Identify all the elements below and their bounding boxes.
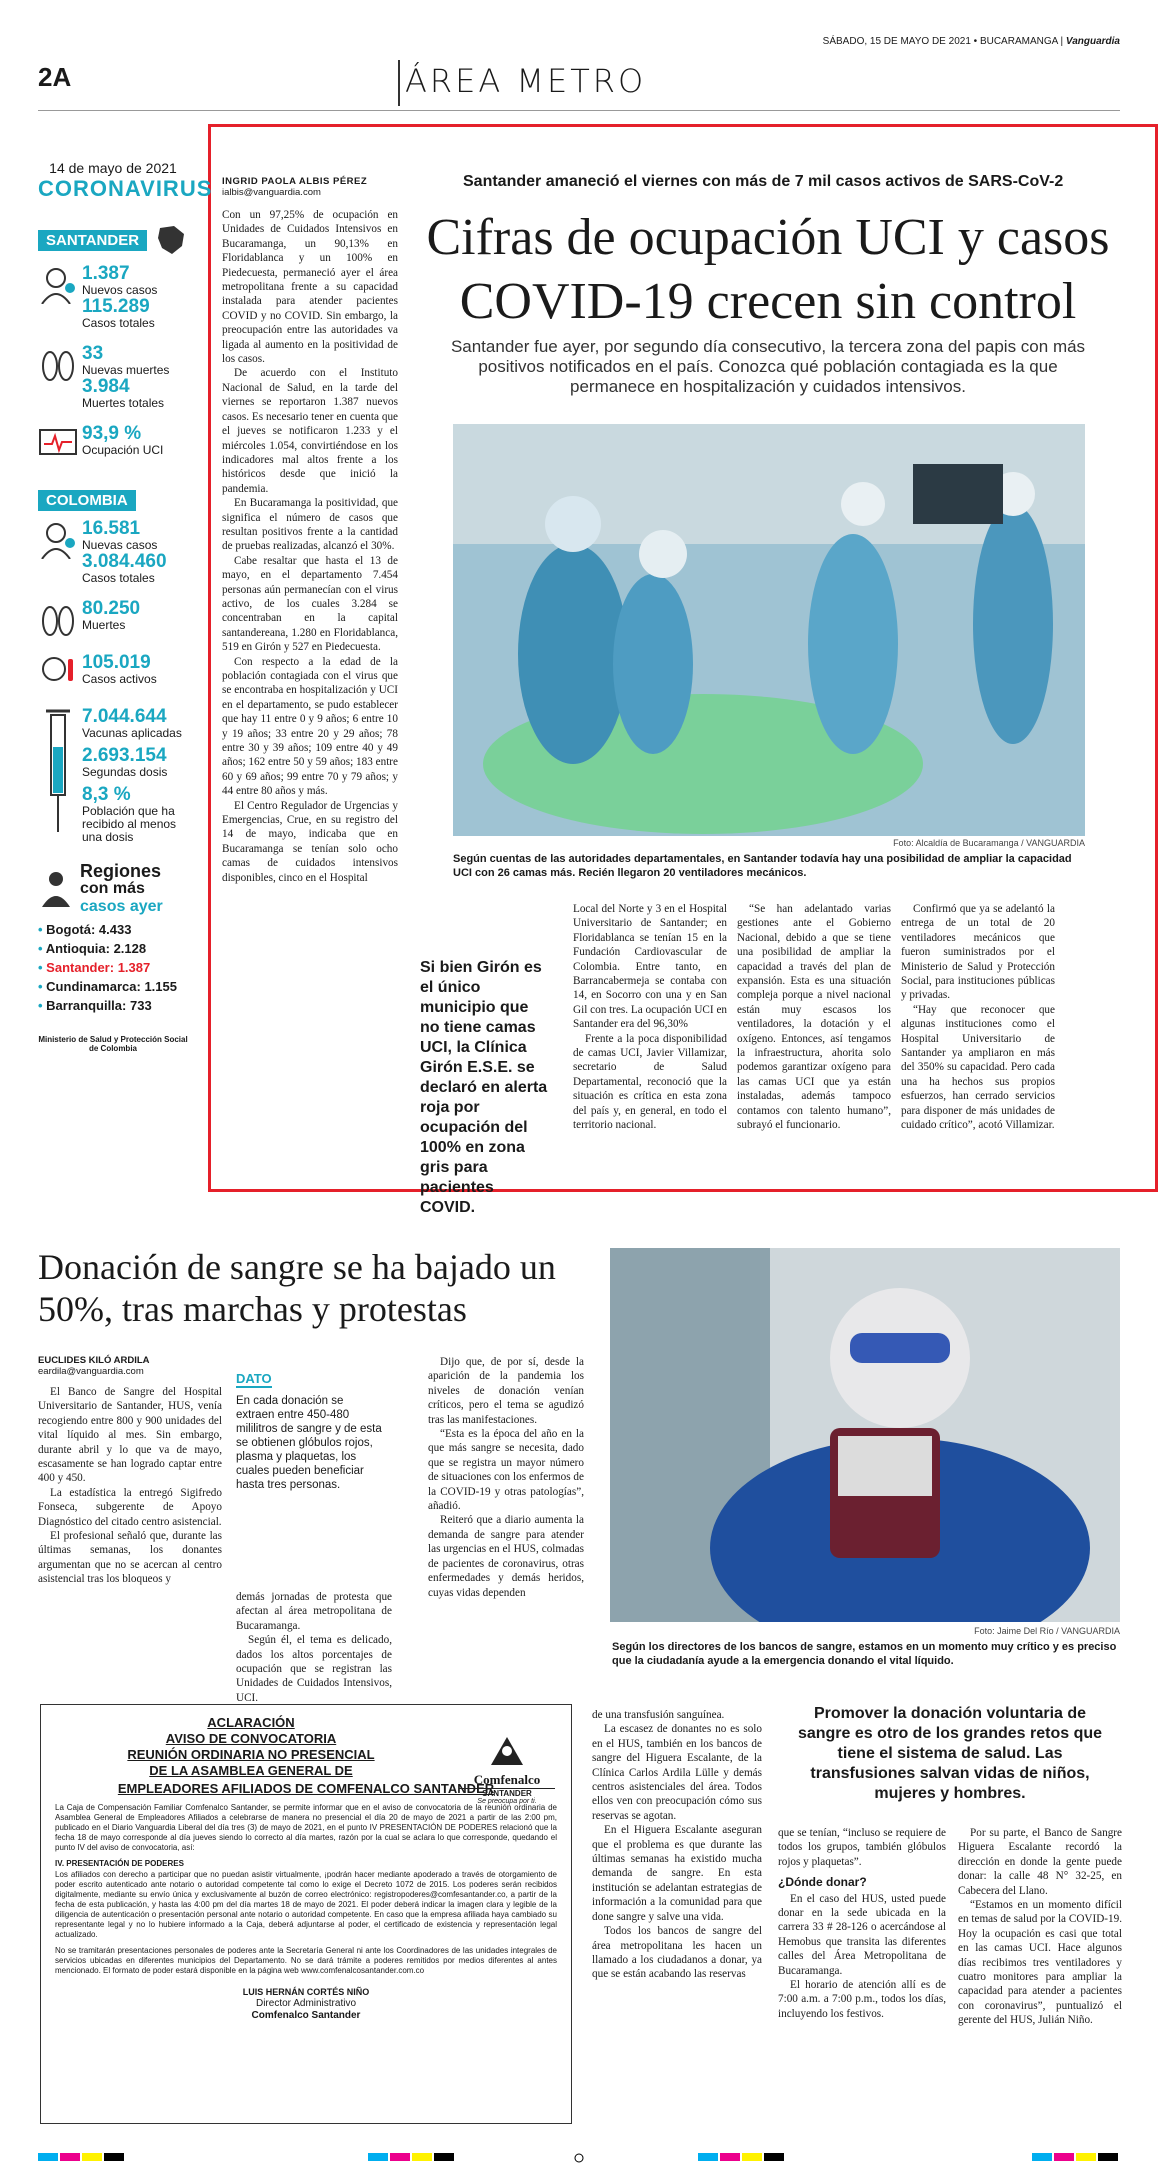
second-author: EUCLIDES KILÓ ARDILA — [38, 1355, 150, 1366]
icu-photo — [453, 424, 1085, 836]
main-pull-quote: Si bien Girón es el único municipio que no tiene camas UCI, la Clínica Girón E.S.E. se declaró en alerta roja por ocupación del 100% en zona gris para pacientes COVID. — [420, 959, 548, 1216]
monitor-icon — [38, 424, 78, 464]
santander-total-cases-value: 115.289 — [82, 296, 150, 317]
ad-signature — [55, 1986, 557, 2022]
regions-title-1: Regiones — [80, 861, 162, 881]
section-title: ÁREA METRO — [405, 62, 647, 100]
page-number: 2A — [38, 62, 72, 92]
paragraph: Dijo que, de por sí, desde la aparición de la pandemia los niveles de donación venían críticos, pero el tema se agudizó tras las manifestaciones. — [428, 1356, 584, 1426]
region-row: • Antioquia: 2.128 — [38, 941, 147, 956]
second-col-4 — [592, 1708, 762, 1982]
paragraph: Local del Norte y 3 en el Hospital Universitario de Santander; en Floridablanca se tenían 15 en la Fundación Cardiovascular de Colombia. Entre tanto, en Barrancabermeja se contaba con 14, en Socorro con una y en San Gil con tres. La ocupación UCI en Santander era del 96,30% — [573, 903, 727, 1031]
main-col-1 — [222, 208, 398, 1188]
regions-title-3: casos ayer — [80, 898, 163, 915]
stat-icu — [38, 424, 188, 464]
stat-col-active — [38, 653, 188, 693]
dato-text: En cada donación se extraen entre 450-480 mililitros de sangre y de esta se obtienen glóbulos rojos, plasma y plaquetas, los cuales pueden beneficiar hasta tres personas. — [236, 1395, 382, 1491]
colombia-total-cases-value: 3.084.460 — [82, 551, 167, 572]
second-col-1 — [38, 1385, 222, 1587]
region-row: • Barranquilla: 733 — [38, 998, 152, 1013]
main-author: INGRID PAOLA ALBIS PÉREZ — [222, 176, 368, 187]
colombia-vaccines-label: Vacunas aplicadas — [82, 726, 182, 740]
logo-tagline: Se preocupa por ti. — [477, 1798, 537, 1805]
ad-heading-2: EMPLEADORES AFILIADOS DE COMFENALCO SANTANDER — [117, 1781, 495, 1796]
thermometer-person-icon — [38, 653, 78, 693]
santander-total-deaths-label: Muertes totales — [82, 396, 165, 410]
paragraph: En Bucaramanga la positividad, que significa el número de casos que resultan positivos frente a la cantidad de pruebas realizadas, alcanzó el 30%. — [222, 497, 398, 553]
paragraph: Con respecto a la edad de la población contagiada con el virus que se encontraba en hospitalización y UCI en el departamento, se pudo establecer que hay 11 entre 0 y 9 años; 6 entre 10 y 19 años; 33 entre 20 y 29 años; 78 entre 30 y 39 años; 109 entre 40 y 49 años; 162 entre 50 y 59 años; 183 entre 60 y 69 años; 99 entre 70 y 79 años; y 44 entre 80 años y más. — [222, 655, 398, 798]
stat-new-cases — [38, 264, 188, 330]
ad-subhead: IV. PRESENTACIÓN DE PODERES — [55, 1859, 184, 1868]
paragraph: Todos los bancos de sangre del área metropolitana les hacen un llamado a los ciudadanos a donar, ya que se están acabando las reservas — [592, 1925, 762, 1981]
icu-photo-illustration — [453, 424, 1085, 836]
feet-icon — [38, 344, 78, 384]
ad-body-3: No se tramitarán presentaciones personales de poderes ante la Secretaría General ni ante los Coordinadores de las unidades integrales de servicios ubicadas en diferentes municipios del Departamento. No se dará trámite a poderes remitidos por medios diferentes al antes mencionado. El formato de poder estará disponible en la página web www.comfenalcosantander.com.co — [55, 1946, 557, 1975]
sidebar-title: CORONAVIRUS — [38, 176, 213, 201]
regions-heading — [38, 862, 188, 916]
santander-icu-label: Ocupación UCI — [82, 443, 164, 457]
brand-name: Vanguardia — [1065, 36, 1120, 47]
second-col-3 — [428, 1355, 584, 1600]
dateline-text: SÁBADO, 15 DE MAYO DE 2021 • BUCARAMANGA — [822, 36, 1058, 47]
main-photo-caption: Según cuentas de las autoridades departamentales, en Santander todavía hay una posibilidad de ampliar la capacidad UCI con 26 camas más. Recién llegaron 20 ventiladores mecánicos. — [453, 853, 1072, 879]
paragraph: Con un 97,25% de ocupación en Unidades de Cuidados Intensivos en Bucaramanga, un 90,13% en Floridablanca y un 100% en Piedecuesta, permaneció ayer el área metropolitana frente a su capacidad instalada para atender pacientes COVID y no COVID. Sin embargo, la preocupación entre las autoridades va ligada al aumento en la positividad de los casos. — [222, 209, 398, 366]
comfenalco-logo — [459, 1733, 555, 1805]
colombia-deaths-label: Muertes — [82, 618, 126, 632]
region-row-highlight: • Santander: 1.387 — [38, 960, 151, 975]
second-col-5 — [778, 1826, 946, 2021]
region-row: • Cundinamarca: 1.155 — [38, 979, 177, 994]
regions-list — [38, 922, 188, 1013]
paragraph: Confirmó que ya se adelantó la entrega de un total de 20 ventiladores mecánicos que fueron suministrados por el Ministerio de Salud y Protección Social, para instituciones públicas y privadas. — [901, 903, 1055, 1002]
main-kicker: Santander amaneció el viernes con más de 7 mil casos activos de SARS-CoV-2 — [463, 173, 1064, 190]
colombia-one-dose-value: 8,3 % — [82, 784, 131, 805]
regions-title-2: con más — [80, 880, 145, 897]
second-pull-quote: Promover la donación voluntaria de sangre es otro de los grandes retos que tiene el sistema de salud. Las transfusiones salvan vidas de niños, mujeres y hombres. — [797, 1705, 1103, 1802]
paragraph: De acuerdo con el Instituto Nacional de Salud, en la tarde del viernes se reportaron 1.387 nuevos casos. Es necesario tener en cuenta que el jueves se notificaron 1.233 y el miércoles 1.054, convirtiéndose en los indicadores mal altos frente a los históricos desde que inició la pandemia. — [222, 367, 398, 495]
stat-col-deaths — [38, 599, 188, 639]
signer-name: LUIS HERNÁN CORTÉS NIÑO — [242, 1987, 370, 1997]
sidebar-source: Ministerio de Salud y Protección Social de Colombia — [38, 1035, 188, 1053]
colombia-active-value: 105.019 — [82, 652, 151, 673]
region-label-santander: SANTANDER — [38, 230, 147, 251]
santander-total-deaths-value: 3.984 — [82, 376, 130, 397]
group-people-icon — [38, 869, 74, 909]
colombia-vaccines-value: 7.044.644 — [82, 706, 167, 727]
main-col-2 — [573, 902, 727, 1133]
logo-region: SANTANDER — [459, 1788, 555, 1798]
paragraph: La estadística la entregó Sigifredo Fonseca, subgerente de Apoyo Diagnóstico del citado centro asistencial. — [38, 1486, 222, 1528]
second-col-6 — [958, 1826, 1122, 2028]
santander-new-cases-label: Nuevos casos — [82, 283, 158, 297]
main-col-4 — [901, 902, 1055, 1133]
paragraph: Por su parte, el Banco de Sangre Higuera Escalante recordó la dirección en donde la gente puede donar: la calle 48 N° 32-25, en Cabecera del Llano. — [958, 1827, 1122, 1897]
santander-new-deaths-value: 33 — [82, 343, 104, 364]
logo-name: Comfenalco — [473, 1772, 541, 1787]
santander-icu-value: 93,9 % — [82, 423, 142, 444]
paragraph: demás jornadas de protesta que afectan al área metropolitana de Bucaramanga. — [236, 1591, 392, 1632]
paragraph: que se tenían, “incluso se requiere de todos los grupos, también glóbulos rojos y plaquetas”. — [778, 1827, 946, 1868]
blood-photo-illustration — [610, 1248, 1120, 1622]
colombia-second-doses-label: Segundas dosis — [82, 765, 168, 779]
paragraph: “Hay que reconocer que algunas instituciones como el Hospital Universitario de Santander ya ampliaron en más del 350% su capacidad. Pero cada una ha hechos sus propios esfuerzos, han cerrado servicios para disponer de más unidades de cuidado crítico”, acotó Villamizar. — [901, 1003, 1055, 1132]
paragraph: El horario de atención allí es de 7:00 a.m. a 7:00 p.m., todos los días, incluyendo los festivos. — [778, 1979, 946, 2020]
header-rule — [38, 110, 1120, 111]
signer-org: Comfenalco Santander — [251, 2010, 361, 2021]
paragraph: “Esta es la época del año en la que más sangre se necesita, dado que se registra un mayor número de situaciones con los enfermos de la COVID-19 y otras patologías”, añadió. — [428, 1428, 584, 1513]
colombia-deaths-value: 80.250 — [82, 598, 141, 619]
dato-heading: DATO — [236, 1371, 272, 1386]
person-virus-icon — [38, 264, 78, 304]
advertisement — [40, 1704, 572, 2124]
santander-map-icon — [154, 224, 188, 256]
paragraph: “Se han adelantado varias gestiones ante el Gobierno Nacional, debido a que se tiene una posibilidad de ampliar la capacidad a través del plan de expansión. Esta es una situación compleja porque a nivel nacional están muy escasos los ventiladores, la dotación y el oxígeno. Entonces, así tengamos la infraestructura, ahorita solo podemos garantizar oxígeno para las camas UCI que ya están instaladas, además tampoco contamos con talento humano”, subrayó el funcionario. — [737, 903, 891, 1132]
second-photo-caption: Según los directores de los bancos de sangre, estamos en un momento muy crítico y es preciso que la ciudadanía ayude a la emergencia donando el vital líquido. — [612, 1641, 1117, 1667]
covid-sidebar — [38, 160, 213, 1190]
colombia-total-cases-label: Casos totales — [82, 571, 155, 585]
col5-subhead: ¿Dónde donar? — [778, 1875, 867, 1890]
ad-body-2: Los afiliados con derecho a participar que no puedan asistir virtualmente, ¡podrán hacer mediante apoderado a través de otorgamiento de poder escrito autenticado ante notario o autoridad competente tal como lo exige el Decreto 1072 de 2015. Los poderes serán recibidos digitalmente, mediante su envío única y exclusivamente al buzón de correo electrónico: registropoderes@comfesantander.co, a partir de la fecha de esta publicación, y hasta las 4:00 pm del día martes 18 de mayo de 2021. El poder deberá indicar la imagen clara y legible de la diligencia de autenticación o presentación personal ante notario o autoridad competente. En caso que la empresa afiliada haya cambiado su representante legal y no lo hubiere informado a la Caja, deberá adjuntarse al poder, el certificado de existencia y representación legal actualizado. — [55, 1870, 557, 1939]
paragraph: Cabe resaltar que hasta el 13 de mayo, en el departamento 7.454 personas aún permanecían con el virus activo, de los cuales 3.284 se concentraban en la capital santandereana, 1.280 en Floridablanca, 519 en Girón y 527 en Piedecuesta. — [222, 554, 398, 654]
feet-icon — [38, 599, 78, 639]
paragraph: En el Higuera Escalante aseguran que el problema es que durante las últimas semanas ha existido mucha demanda de sangre. En esta institución se adelantan estrategias de información a la comunidad para que done sangre y salve una vida. — [592, 1824, 762, 1923]
stat-deaths — [38, 344, 188, 410]
santander-total-cases-label: Casos totales — [82, 316, 155, 330]
colombia-second-doses-value: 2.693.154 — [82, 745, 167, 766]
main-dek: Santander fue ayer, por segundo día consecutivo, la tercera zona del papis con más positivos notificados en el país. Conozca qué población contagiada es la que permanece en hospitalización y cuidados intensivos. — [450, 337, 1086, 396]
paragraph: La escasez de donantes no es solo en el HUS, también en los bancos de sangre del Higuera Escalante, de la Clínica Carlos Ardila Lülle y demás centros asistenciales del área. Todos ellos ven con preocupación cómo sus reservas se agotan. — [592, 1723, 762, 1822]
registration-marks — [38, 2153, 1120, 2163]
main-photo-credit: Foto: Alcaldía de Bucaramanga / VANGUARDIA — [893, 838, 1085, 848]
person-virus-icon — [38, 519, 78, 559]
stat-col-cases — [38, 519, 188, 585]
main-author-email: ialbis@vanguardia.com — [222, 187, 321, 198]
colombia-new-cases-label: Nuevas casos — [82, 538, 158, 552]
ad-heading: ACLARACIÓN AVISO DE CONVOCATORIA REUNIÓN ORDINARIA NO PRESENCIAL DE LA ASAMBLEA GENERAL DE — [127, 1715, 375, 1778]
santander-new-deaths-label: Nuevas muertes — [82, 363, 170, 377]
comfenalco-logo-icon — [487, 1733, 527, 1767]
second-author-email: eardila@vanguardia.com — [38, 1366, 144, 1377]
colombia-one-dose-label: Población que ha recibido al menos una dosis — [82, 804, 177, 844]
ad-body-1: La Caja de Compensación Familiar Comfenalco Santander, se permite informar que en el aviso de convocatoria de la reunión ordinaria de Asamblea General de Empleadores Afiliados a celebrarse de manera no presencial el día 20 de mayo de 2021 a partir de las 2:00 pm, publicado en el Diario Vanguardia Liberal del día tres (3) de mayo de 2021, en el punto IV PRESENTACIÓN DE PODERES relacionó que la fecha 18 de mayo corresponde al día jueves siendo lo correcto al día martes, razón por la cual se aclara lo que corresponde, quedando el punto IV del aviso de convocatoria, así: — [55, 1803, 557, 1852]
paragraph: En el caso del HUS, usted puede donar en la sede ubicada en la carrera 33 # 28-126 o acercándose al Hemobus que transita las diferentes calles del Área Metropolitana de Bucaramanga. — [778, 1892, 946, 1977]
signer-role: Director Administrativo — [255, 1998, 357, 2009]
syringe-icon — [38, 707, 78, 837]
dateline: SÁBADO, 15 DE MAYO DE 2021 • BUCARAMANGA | Vanguardia — [822, 36, 1120, 47]
paragraph: de una transfusión sanguínea. — [592, 1709, 725, 1721]
colombia-new-cases-value: 16.581 — [82, 518, 141, 539]
colombia-active-label: Casos activos — [82, 672, 157, 686]
print-color-bar — [38, 2150, 1120, 2160]
stat-col-vaccines — [38, 707, 188, 844]
paragraph: Frente a la poca disponibilidad de camas UCI, Javier Villamizar, secretario de Salud Departamental, reconoció que la situación es crítica en esta zona del país y, en general, en todo el territorio nacional. — [573, 1032, 727, 1132]
paragraph: “Estamos en un momento difícil en temas de salud por la COVID-19. Hoy la ocupación es casi que total en las camas UCI. Hace algunos días recibimos tres ventiladores y cuatro monitores para ampliar la capacidad para atender a pacientes con coronavirus”, puntualizó el gerente del HUS, Julián Niño. — [958, 1899, 1122, 2027]
region-label-colombia: COLOMBIA — [38, 490, 136, 511]
region-row: • Bogotá: 4.433 — [38, 922, 132, 937]
section-divider — [398, 60, 400, 106]
dato-box — [236, 1370, 384, 1492]
paragraph: El Banco de Sangre del Hospital Universitario de Santander, HUS, venía recogiendo entre 800 y 900 unidades del vital líquido al mes. Sin embargo, durante abril y lo que va de mayo, escasamente se han logrado captar entre 400 y 450. — [38, 1386, 222, 1485]
second-headline: Donación de sangre se ha bajado un 50%, tras marchas y protestas — [38, 1247, 556, 1329]
second-col-2 — [236, 1590, 392, 1705]
second-photo-credit: Foto: Jaime Del Río / VANGUARDIA — [974, 1626, 1120, 1636]
main-headline: Cifras de ocupación UCI y casos COVID-19 crecen sin control — [426, 209, 1110, 330]
paragraph: El Centro Regulador de Urgencias y Emergencias, Crue, en su registro del 14 de mayo, indicaba que en Bucaramanga se tenían solo ocho camas de cuidados intensivos disponibles, cinco en el Hospital — [222, 799, 398, 884]
second-byline — [38, 1355, 150, 1377]
main-col-3 — [737, 902, 891, 1133]
main-byline — [222, 176, 367, 198]
santander-new-cases-value: 1.387 — [82, 263, 130, 284]
blood-photo — [610, 1248, 1120, 1622]
paragraph: Según él, el tema es delicado, dados los altos porcentajes de ocupación que se registran las Unidades de Cuidados Intensivos, UCI. — [236, 1634, 392, 1704]
paragraph: Reiteró que a diario aumenta la demanda de sangre para atender las urgencias en el HUS, colmadas de pacientes de coronavirus, otras enfermedades y demás heridos, cuyas vidas dependen — [428, 1514, 584, 1599]
paragraph: El profesional señaló que, durante las últimas semanas, los donantes argumentan que no se acercan al centro asistencial tras los bloqueos y — [38, 1530, 222, 1586]
sidebar-date: 14 de mayo de 2021 — [49, 160, 177, 176]
